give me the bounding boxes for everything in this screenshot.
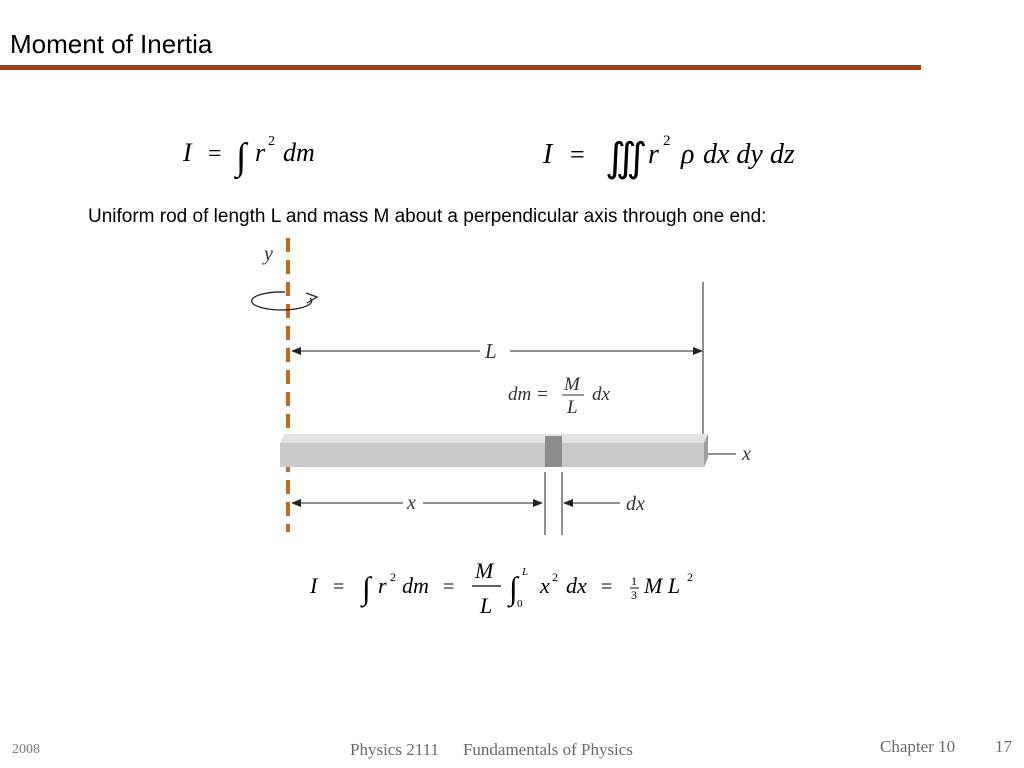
eq2-r: r [648,139,659,170]
eq3-equals-2: = [443,576,455,598]
footer-course-number: Physics 2111 [350,740,439,759]
eq1-dm: dm [283,138,315,167]
eq3-integral-2: ∫ [509,570,518,606]
eq2-triple-integral-sign: ∭ [605,135,648,180]
rod-diagram [240,230,800,540]
eq2-dxdydz: dx dy dz [703,139,795,170]
equation-rod-result [300,555,720,625]
eq3-r: r [378,573,387,598]
eq3-integral-1: ∫ [362,570,371,606]
rotation-arrow-icon [252,292,317,310]
eq1-r-exponent: 2 [268,134,275,149]
eq3-r-exponent: 2 [390,570,396,584]
eq3-frac-num: M [475,558,494,583]
eq1-r: r [255,138,266,167]
title-rule [0,65,921,70]
caption: Uniform rod of length L and mass M about a perpendicular axis through one end: [88,206,767,227]
eq2-r-exponent: 2 [663,133,671,149]
equation-moment-integral [170,125,340,185]
eq1-integral-sign: ∫ [236,136,247,178]
eq3-dx: dx [566,573,587,598]
eq3-x: x [540,573,550,598]
footer-year: 2008 [12,742,40,757]
footer-course [350,740,633,760]
eq3-equals-3: = [601,576,613,598]
eq3-ML: M L [644,573,681,598]
eq2-I: I [543,139,553,170]
eq3-x-exponent: 2 [552,570,558,584]
dm-frac-num: M [564,374,580,395]
eq3-three: 3 [631,588,637,602]
uniform-rod [280,434,708,467]
eq1-equals: = [208,141,222,167]
eq3-one: 1 [631,574,637,588]
axis-x-label: x [742,443,751,465]
dm-frac-den: L [567,397,578,418]
axis-y-label: y [264,243,273,265]
mass-element-dx [545,436,562,467]
eq3-lower-limit: 0 [517,598,523,610]
eq2-equals: = [570,140,585,169]
slide-title: Moment of Inertia [10,29,213,59]
x-label: x [407,492,416,514]
eq3-I: I [310,573,318,598]
footer-page-number: 17 [995,737,1012,756]
eq3-dm: dm [402,573,429,598]
eq3-equals-1: = [333,576,345,598]
eq3-L-exponent: 2 [687,570,693,584]
dm-frac-dx: dx [592,384,610,405]
dx-label: dx [626,493,645,515]
eq2-rho: ρ [681,139,695,170]
dm-label: dm = [508,384,549,405]
eq3-frac-den: L [480,593,493,618]
equation-moment-volume-integral [535,123,825,185]
eq3-upper-limit: L [522,566,529,578]
footer-course-title: Fundamentals of Physics [462,740,633,759]
length-label: L [485,339,497,363]
eq1-I: I [183,138,192,167]
footer-chapter: Chapter 10 [880,737,956,756]
